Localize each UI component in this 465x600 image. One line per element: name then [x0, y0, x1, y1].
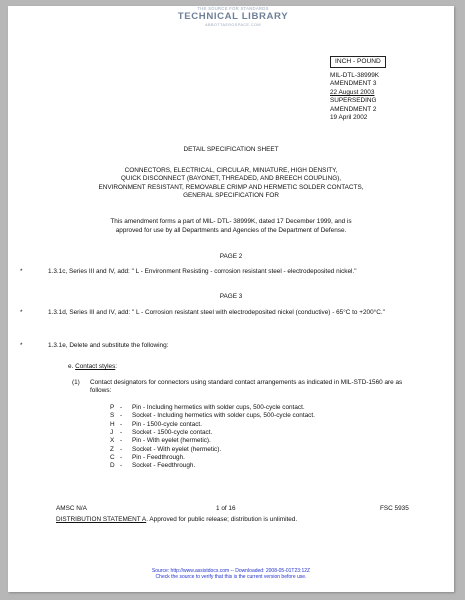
change-item-1-3-1d — [20, 309, 408, 317]
distribution-label: DISTRIBUTION STATEMENT A — [56, 516, 147, 523]
list-item — [110, 446, 315, 454]
subsection-marker: e. — [68, 363, 74, 370]
separator: - — [120, 445, 123, 453]
logo-title: TECHNICAL LIBRARY — [177, 11, 289, 23]
designator-description: Pin - With eyelet (hermetic). — [132, 437, 211, 445]
separator: - — [120, 412, 123, 420]
source-verify-line: Check the source to verify that this is the current version before use. — [155, 574, 307, 581]
spec-title-line: CONNECTORS, ELECTRICAL, CIRCULAR, MINIATURE, HIGH DENSITY, — [124, 167, 338, 174]
separator: - — [120, 420, 123, 428]
logo-tagline: THE SOURCE FOR STANDARDS — [197, 6, 269, 11]
paragraph-number: (1) — [72, 379, 80, 386]
amendment-date: 22 August 2003 — [330, 88, 375, 96]
spec-title-line: GENERAL SPECIFICATION FOR — [183, 191, 279, 199]
separator: - — [120, 428, 123, 436]
designator-letter: C — [110, 453, 115, 461]
intro-line: This amendment forms a part of MIL- DTL- 38999K, dated 17 December 1999, and is — [110, 218, 352, 225]
contact-designators-paragraph — [72, 379, 410, 395]
separator: - — [120, 453, 123, 461]
list-item — [110, 421, 315, 429]
superseded-date: 19 April 2002 — [330, 114, 368, 122]
list-item — [110, 404, 315, 412]
designator-letter: X — [110, 437, 115, 445]
amendment-number: AMENDMENT 3 — [330, 80, 377, 88]
list-item — [110, 429, 315, 437]
designator-description: Socket - Including hermetics with solder cups, 500-cycle contact. — [132, 412, 315, 420]
spec-title-line: QUICK DISCONNECT (BAYONET, THREADED, AND BREECH COUPLING), — [120, 175, 342, 183]
designator-description: Socket - With eyelet (hermetic). — [132, 445, 222, 453]
page-number: 1 of 16 — [216, 505, 236, 512]
designator-letter: D — [110, 462, 115, 470]
change-item-1-3-1e — [20, 342, 169, 350]
inch-pound-box: INCH - POUND — [330, 56, 386, 68]
designator-description: Pin - Feedthrough. — [132, 453, 185, 461]
separator: - — [120, 404, 123, 411]
page-3-heading: PAGE 3 — [219, 293, 243, 300]
fsc-code: FSC 5935 — [380, 505, 409, 512]
change-marker: * — [20, 309, 23, 316]
separator: - — [120, 437, 123, 445]
separator: - — [120, 462, 123, 470]
paragraph-text: Contact designators for connectors using standard contact arrangements as indicated in MIL-STD-1560 are as follows: — [90, 379, 403, 394]
change-marker: * — [20, 268, 23, 275]
designator-letter: S — [110, 412, 115, 420]
designator-letter: H — [110, 420, 115, 428]
list-item — [110, 462, 315, 470]
designator-description: Socket - Feedthrough. — [132, 462, 196, 470]
designator-description: Socket - 1500-cycle contact. — [132, 428, 213, 436]
spec-title — [8, 167, 454, 200]
list-item — [110, 454, 315, 462]
change-marker: * — [20, 342, 23, 349]
designator-description: Pin - 1500-cycle contact. — [132, 420, 202, 428]
document-page — [8, 6, 454, 592]
source-url-line: Source: http://www.assistdocs.com -- Downloaded: 2008-05-01T23:12Z — [151, 568, 311, 574]
spec-title-line: ENVIRONMENT RESISTANT, REMOVABLE CRIMP AND HERMETIC SOLDER CONTACTS, — [98, 183, 364, 191]
technical-library-logo — [158, 6, 308, 28]
list-item — [110, 412, 315, 420]
sheet-title: DETAIL SPECIFICATION SHEET — [183, 146, 279, 153]
contact-designator-list — [110, 404, 315, 471]
designator-letter: P — [110, 404, 115, 411]
source-note — [8, 568, 454, 581]
logo-url: ABBOTTAEROSPACE.COM — [205, 23, 261, 28]
heading-colon: : — [115, 363, 118, 370]
intro-paragraph — [8, 218, 454, 235]
designator-letter: Z — [110, 445, 114, 453]
amsc-label: AMSC N/A — [56, 505, 87, 512]
superseding-label: SUPERSEDING — [330, 97, 377, 105]
change-text: 1.3.1e, Delete and substitute the following: — [48, 342, 169, 349]
change-item-1-3-1c — [20, 268, 408, 276]
superseded-amendment: AMENDMENT 2 — [330, 105, 377, 113]
change-text: 1.3.1d, Series III and IV, add: " L - Corrosion resistant steel with electrodeposited nickel (conductive) - 65°C to +200°C." — [48, 309, 385, 316]
contact-styles-heading: Contact styles — [75, 363, 116, 370]
contact-styles-subsection — [68, 363, 117, 371]
list-item — [110, 437, 315, 445]
designator-description: Pin - Including hermetics with solder cups, 500-cycle contact. — [132, 404, 305, 411]
distribution-text: . Approved for public release; distribution is unlimited. — [146, 516, 298, 523]
change-text: 1.3.1c, Series III and IV, add: " L - Environment Resisting - corrosion resistant steel - electrodeposited nickel." — [48, 268, 357, 275]
intro-line: approved for use by all Departments and Agencies of the Department of Defense. — [115, 226, 347, 234]
document-identifier — [330, 72, 379, 123]
page-2-heading: PAGE 2 — [219, 253, 243, 260]
distribution-statement — [56, 516, 297, 524]
spec-number: MIL-DTL-38999K — [330, 72, 380, 79]
designator-letter: J — [110, 428, 114, 436]
